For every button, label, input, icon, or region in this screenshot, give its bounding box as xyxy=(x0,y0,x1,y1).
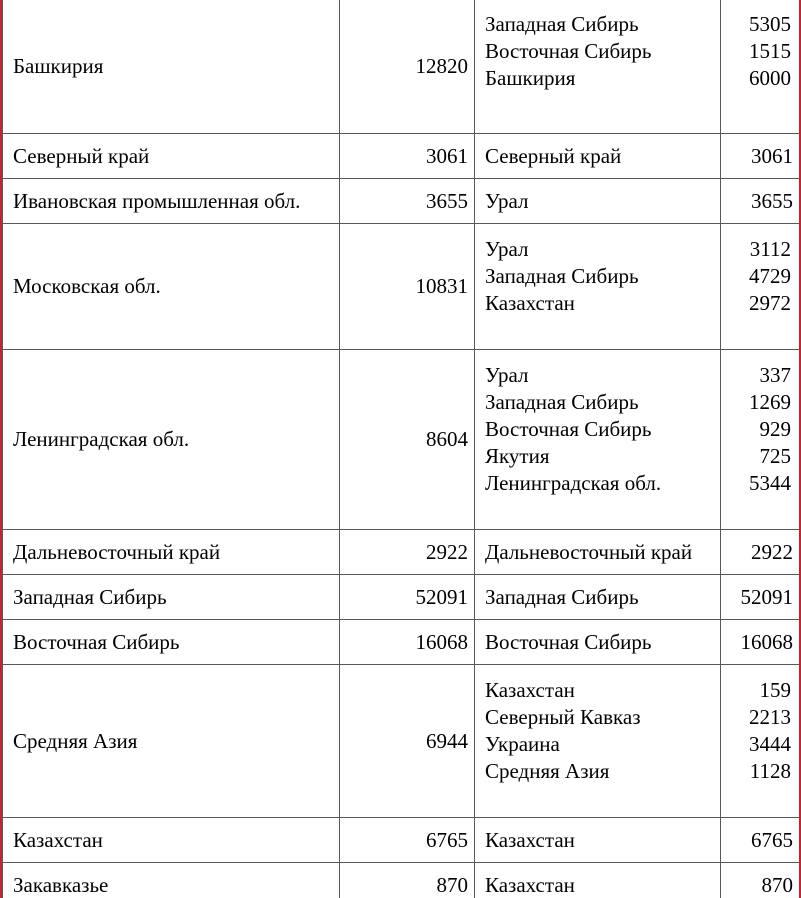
origin-total-cell: 16068 xyxy=(340,620,475,665)
destination-name: Восточная Сибирь xyxy=(485,417,652,441)
origin-region-cell: Средняя Азия xyxy=(3,665,340,818)
destination-name: Украина xyxy=(485,732,560,756)
destination-values-cell xyxy=(721,224,800,350)
destination-value: 3444 xyxy=(749,732,791,756)
origin-total-cell: 10831 xyxy=(340,224,475,350)
destination-values-cell xyxy=(721,818,800,863)
destination-names-cell xyxy=(475,863,721,898)
destination-names-cell xyxy=(475,224,721,350)
destination-values-cell xyxy=(721,134,800,179)
table-row xyxy=(3,530,800,575)
table-row xyxy=(3,224,800,350)
origin-region-cell: Дальневосточный край xyxy=(3,530,340,575)
destination-values-cell xyxy=(721,620,800,665)
destination-name: Урал xyxy=(485,363,529,387)
destination-name: Урал xyxy=(485,237,529,261)
destination-name: Башкирия xyxy=(485,66,576,90)
destination-value: 2972 xyxy=(749,291,791,315)
destination-name: Казахстан xyxy=(485,291,575,315)
destination-name: Урал xyxy=(485,188,529,213)
table-row xyxy=(3,350,800,530)
destination-values-cell xyxy=(721,350,800,530)
table-row xyxy=(3,179,800,224)
origin-region-cell: Ивановская промышленная обл. xyxy=(3,179,340,224)
origin-region-cell: Северный край xyxy=(3,134,340,179)
destination-name: Якутия xyxy=(485,444,550,468)
destination-value: 6765 xyxy=(751,827,793,852)
destination-values-cell xyxy=(721,665,800,818)
destination-value: 1128 xyxy=(749,759,791,783)
table-row xyxy=(3,818,800,863)
destination-names-cell xyxy=(475,179,721,224)
origin-total-cell: 8604 xyxy=(340,350,475,530)
origin-total-cell: 12820 xyxy=(340,0,475,134)
destination-values-cell xyxy=(721,575,800,620)
destination-name: Северный край xyxy=(485,143,622,168)
table-row xyxy=(3,620,800,665)
destination-names-cell xyxy=(475,530,721,575)
destination-value: 1515 xyxy=(749,39,791,63)
destination-value: 2922 xyxy=(751,539,793,564)
table-row xyxy=(3,665,800,818)
origin-total-cell: 2922 xyxy=(340,530,475,575)
destination-value: 2213 xyxy=(749,705,791,729)
destination-name: Средняя Азия xyxy=(485,759,610,783)
origin-region-cell: Башкирия xyxy=(3,0,340,134)
destination-names-cell xyxy=(475,665,721,818)
destination-name: Западная Сибирь xyxy=(485,390,639,414)
destination-names-cell xyxy=(475,134,721,179)
origin-total-cell: 3655 xyxy=(340,179,475,224)
destination-value: 929 xyxy=(759,417,791,441)
destination-value: 5344 xyxy=(749,471,791,495)
destination-value: 3112 xyxy=(749,237,791,261)
destination-values-cell xyxy=(721,179,800,224)
destination-value: 3061 xyxy=(751,143,793,168)
destination-names-cell xyxy=(475,0,721,134)
origin-total-cell: 52091 xyxy=(340,575,475,620)
table-row xyxy=(3,575,800,620)
destination-names-cell xyxy=(475,350,721,530)
destination-name: Ленинградская обл. xyxy=(485,471,662,495)
destination-name: Восточная Сибирь xyxy=(485,629,652,654)
destination-value: 3655 xyxy=(751,188,793,213)
table-row xyxy=(3,863,800,898)
destination-value: 16068 xyxy=(740,629,793,654)
table-row xyxy=(3,134,800,179)
destination-values-cell xyxy=(721,530,800,575)
origin-region-cell: Московская обл. xyxy=(3,224,340,350)
origin-region-cell: Западная Сибирь xyxy=(3,575,340,620)
destination-value: 52091 xyxy=(740,584,793,609)
destination-value: 159 xyxy=(759,678,791,702)
destination-values-cell xyxy=(721,863,800,898)
destination-names-cell xyxy=(475,575,721,620)
origin-total-cell: 3061 xyxy=(340,134,475,179)
origin-region-cell: Ленинградская обл. xyxy=(3,350,340,530)
destination-name: Казахстан xyxy=(485,678,575,702)
destination-name: Северный Кавказ xyxy=(485,705,641,729)
destination-value: 1269 xyxy=(749,390,791,414)
destination-name: Казахстан xyxy=(485,872,575,897)
origin-region-cell: Казахстан xyxy=(3,818,340,863)
origin-total-cell: 6944 xyxy=(340,665,475,818)
destination-value: 870 xyxy=(761,872,793,897)
destination-value: 6000 xyxy=(749,66,791,90)
destination-name: Западная Сибирь xyxy=(485,584,639,609)
origin-total-cell: 870 xyxy=(340,863,475,898)
table-body xyxy=(3,0,800,898)
destination-names-cell xyxy=(475,620,721,665)
destination-value: 4729 xyxy=(749,264,791,288)
destination-names-cell xyxy=(475,818,721,863)
destination-name: Западная Сибирь xyxy=(485,264,639,288)
destination-value: 725 xyxy=(759,444,791,468)
table-row xyxy=(3,0,800,134)
origin-total-cell: 6765 xyxy=(340,818,475,863)
resettlement-table xyxy=(2,0,800,898)
destination-name: Дальневосточный край xyxy=(485,539,693,564)
destination-values-cell xyxy=(721,0,800,134)
destination-name: Восточная Сибирь xyxy=(485,39,652,63)
origin-region-cell: Закавказье xyxy=(3,863,340,898)
origin-region-cell: Восточная Сибирь xyxy=(3,620,340,665)
destination-name: Казахстан xyxy=(485,827,575,852)
destination-name: Западная Сибирь xyxy=(485,12,639,36)
destination-value: 337 xyxy=(759,363,791,387)
destination-value: 5305 xyxy=(749,12,791,36)
